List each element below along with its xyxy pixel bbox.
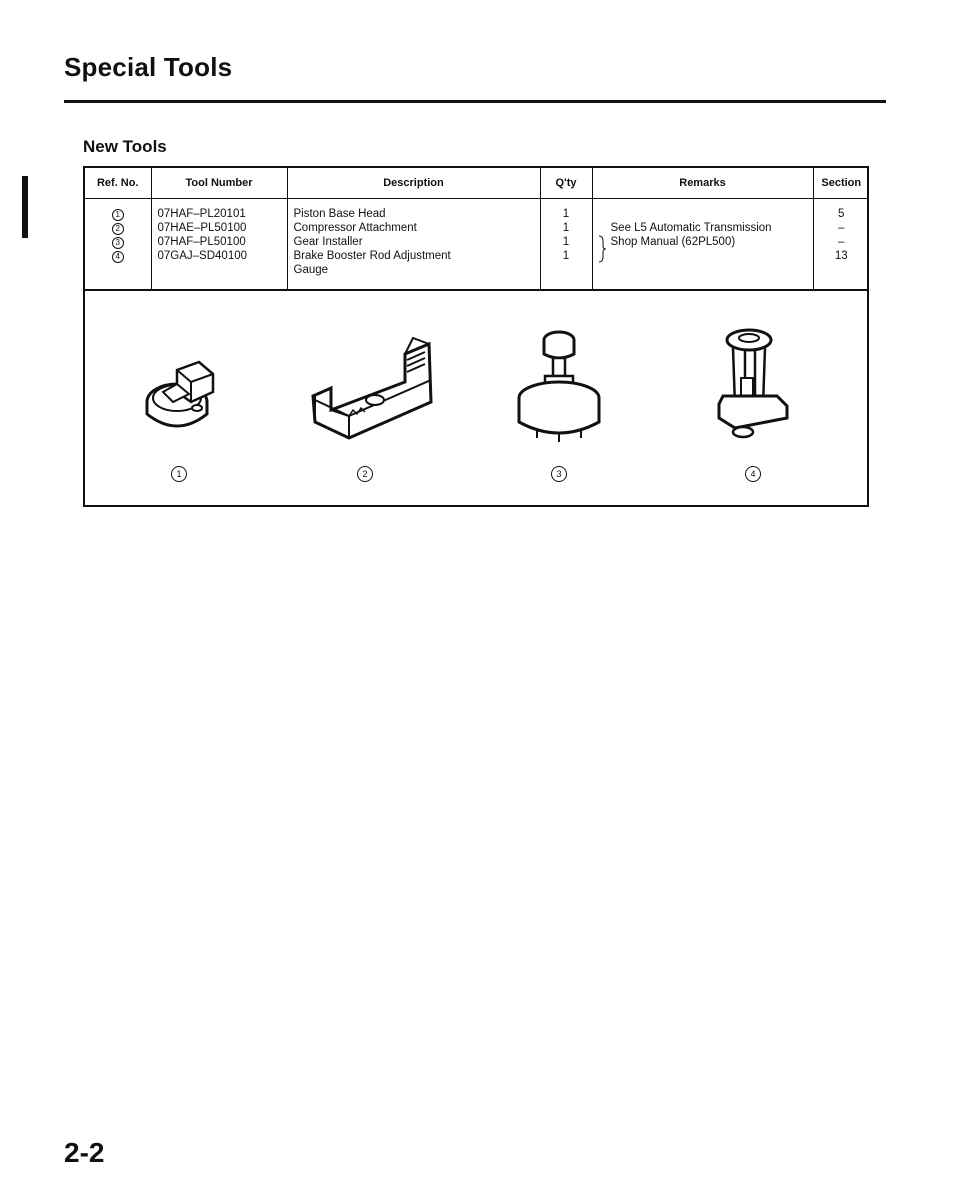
page-title: Special Tools [64,52,233,82]
description-cell [287,199,540,290]
margin-bar [22,176,28,238]
illustration-label: 2 [357,466,373,482]
tool-number: 07GAJ–SD40100 [157,250,248,262]
tools-table [83,166,869,291]
page-number: 2-2 [64,1137,105,1168]
gear-installer-illustration [509,326,609,444]
header-tool-number: Tool Number [151,168,287,199]
header-section: Section [813,168,869,199]
remarks-line: See L5 Automatic Transmission [610,222,772,234]
description-line: Brake Booster Rod Adjustment [293,250,451,262]
section-value: 5 [838,208,845,220]
section-heading: New Tools [83,137,167,156]
piston-base-head-illustration [141,352,221,434]
description-line: Piston Base Head [293,208,386,220]
ref-marker: 3 [112,237,124,249]
remarks-line: Shop Manual (62PL500) [610,236,736,248]
qty-value: 1 [562,222,570,234]
qty-value: 1 [562,236,570,248]
description-line: Gauge [293,264,329,276]
illustration-label: 4 [745,466,761,482]
section-value: – [838,236,845,248]
header-ref-no: Ref. No. [85,168,151,199]
compressor-attachment-illustration [309,330,439,442]
ref-marker: 2 [112,223,124,235]
illustrations-panel [83,289,869,507]
illustration-label: 3 [551,466,567,482]
tool-number-cell [151,199,287,290]
ref-no-cell [85,199,151,290]
table-header-row [85,168,869,199]
tool-number: 07HAF–PL50100 [157,236,246,248]
section-cell [813,199,869,290]
description-line: Gear Installer [293,236,363,248]
qty-cell [540,199,592,290]
section-value: – [838,222,845,234]
brace-icon [597,235,607,263]
ref-marker: 1 [112,209,124,221]
description-line: Compressor Attachment [293,222,417,234]
remarks-cell [592,199,813,290]
title-rule [64,100,886,103]
ref-marker: 4 [112,251,124,263]
qty-value: 1 [562,208,570,220]
section-value: 13 [834,250,848,262]
tool-number: 07HAE–PL50100 [157,222,247,234]
header-description: Description [287,168,540,199]
table-row [85,199,869,290]
header-qty: Q'ty [540,168,592,199]
header-remarks: Remarks [592,168,813,199]
brake-booster-gauge-illustration [705,326,795,444]
qty-value: 1 [562,250,570,262]
illustration-label: 1 [171,466,187,482]
tool-number: 07HAF–PL20101 [157,208,246,220]
